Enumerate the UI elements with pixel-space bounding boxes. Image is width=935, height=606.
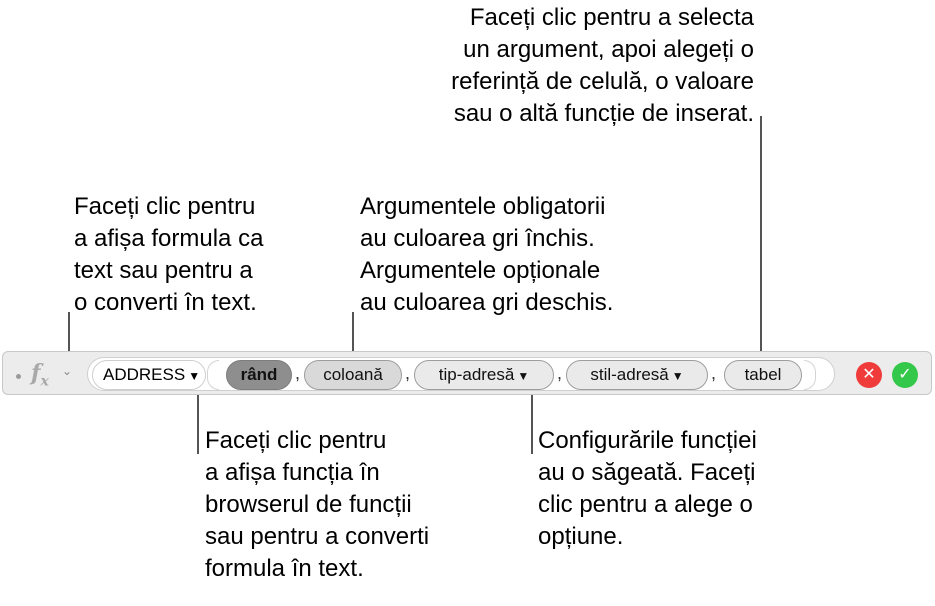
formula-bar xyxy=(2,351,932,395)
argument-label-rand: rând xyxy=(240,365,278,384)
argument-token-coloana[interactable] xyxy=(304,360,402,390)
x-mark-icon: ✕ xyxy=(862,366,876,383)
formula-editor[interactable] xyxy=(87,357,835,391)
argument-separator: , xyxy=(711,363,717,383)
argument-label-stil-adresa: stil-adresă xyxy=(590,365,669,384)
callout-argument-colors: Argumentele obligatorii au culoarea gri închis. Argumentele opționale au culoarea gri deschis. xyxy=(360,193,614,316)
callout-function-options: Configurările funcției au o săgeată. Faceți clic pentru a alege o opțiune. xyxy=(538,427,757,550)
argument-separator: , xyxy=(557,363,563,383)
function-name-label: ADDRESS xyxy=(103,365,186,384)
argument-label-tabel: tabel xyxy=(744,365,782,384)
argument-label-tip-adresa: tip-adresă xyxy=(438,365,515,384)
close-parenthesis xyxy=(804,360,816,390)
chevron-down-icon[interactable]: ⌄ xyxy=(62,364,73,378)
leader-line-select-argument xyxy=(760,116,762,362)
argument-token-tip-adresa[interactable] xyxy=(414,360,554,390)
argument-separator: , xyxy=(405,363,411,383)
drag-handle-icon[interactable] xyxy=(16,374,21,379)
argument-separator: , xyxy=(295,363,301,383)
triangle-down-icon[interactable]: ▼ xyxy=(517,369,530,383)
argument-label-coloana: coloană xyxy=(323,365,383,384)
function-fx-icon[interactable]: $f_x$ xyxy=(31,360,49,390)
callout-show-formula: Faceți clic pentru a afișa formula ca text sau pentru a o converti în text. xyxy=(74,193,264,316)
argument-token-stil-adresa[interactable] xyxy=(566,360,708,390)
callout-function-browser: Faceți clic pentru a afișa funcția în browserul de funcții sau pentru a converti formula în text. xyxy=(205,427,430,582)
triangle-down-icon[interactable]: ▼ xyxy=(188,369,201,383)
checkmark-icon: ✓ xyxy=(898,366,912,383)
function-name-token[interactable] xyxy=(92,360,206,390)
accept-button[interactable] xyxy=(892,362,918,388)
open-parenthesis xyxy=(207,360,219,390)
triangle-down-icon[interactable]: ▼ xyxy=(671,369,684,383)
cancel-button[interactable] xyxy=(856,362,882,388)
callout-select-argument: Faceți clic pentru a selecta un argument, apoi alegeți o referință de celulă, o valoare sau o altă funcție de inserat. xyxy=(451,4,754,127)
argument-token-tabel[interactable] xyxy=(724,360,802,390)
argument-token-rand[interactable] xyxy=(226,360,292,390)
